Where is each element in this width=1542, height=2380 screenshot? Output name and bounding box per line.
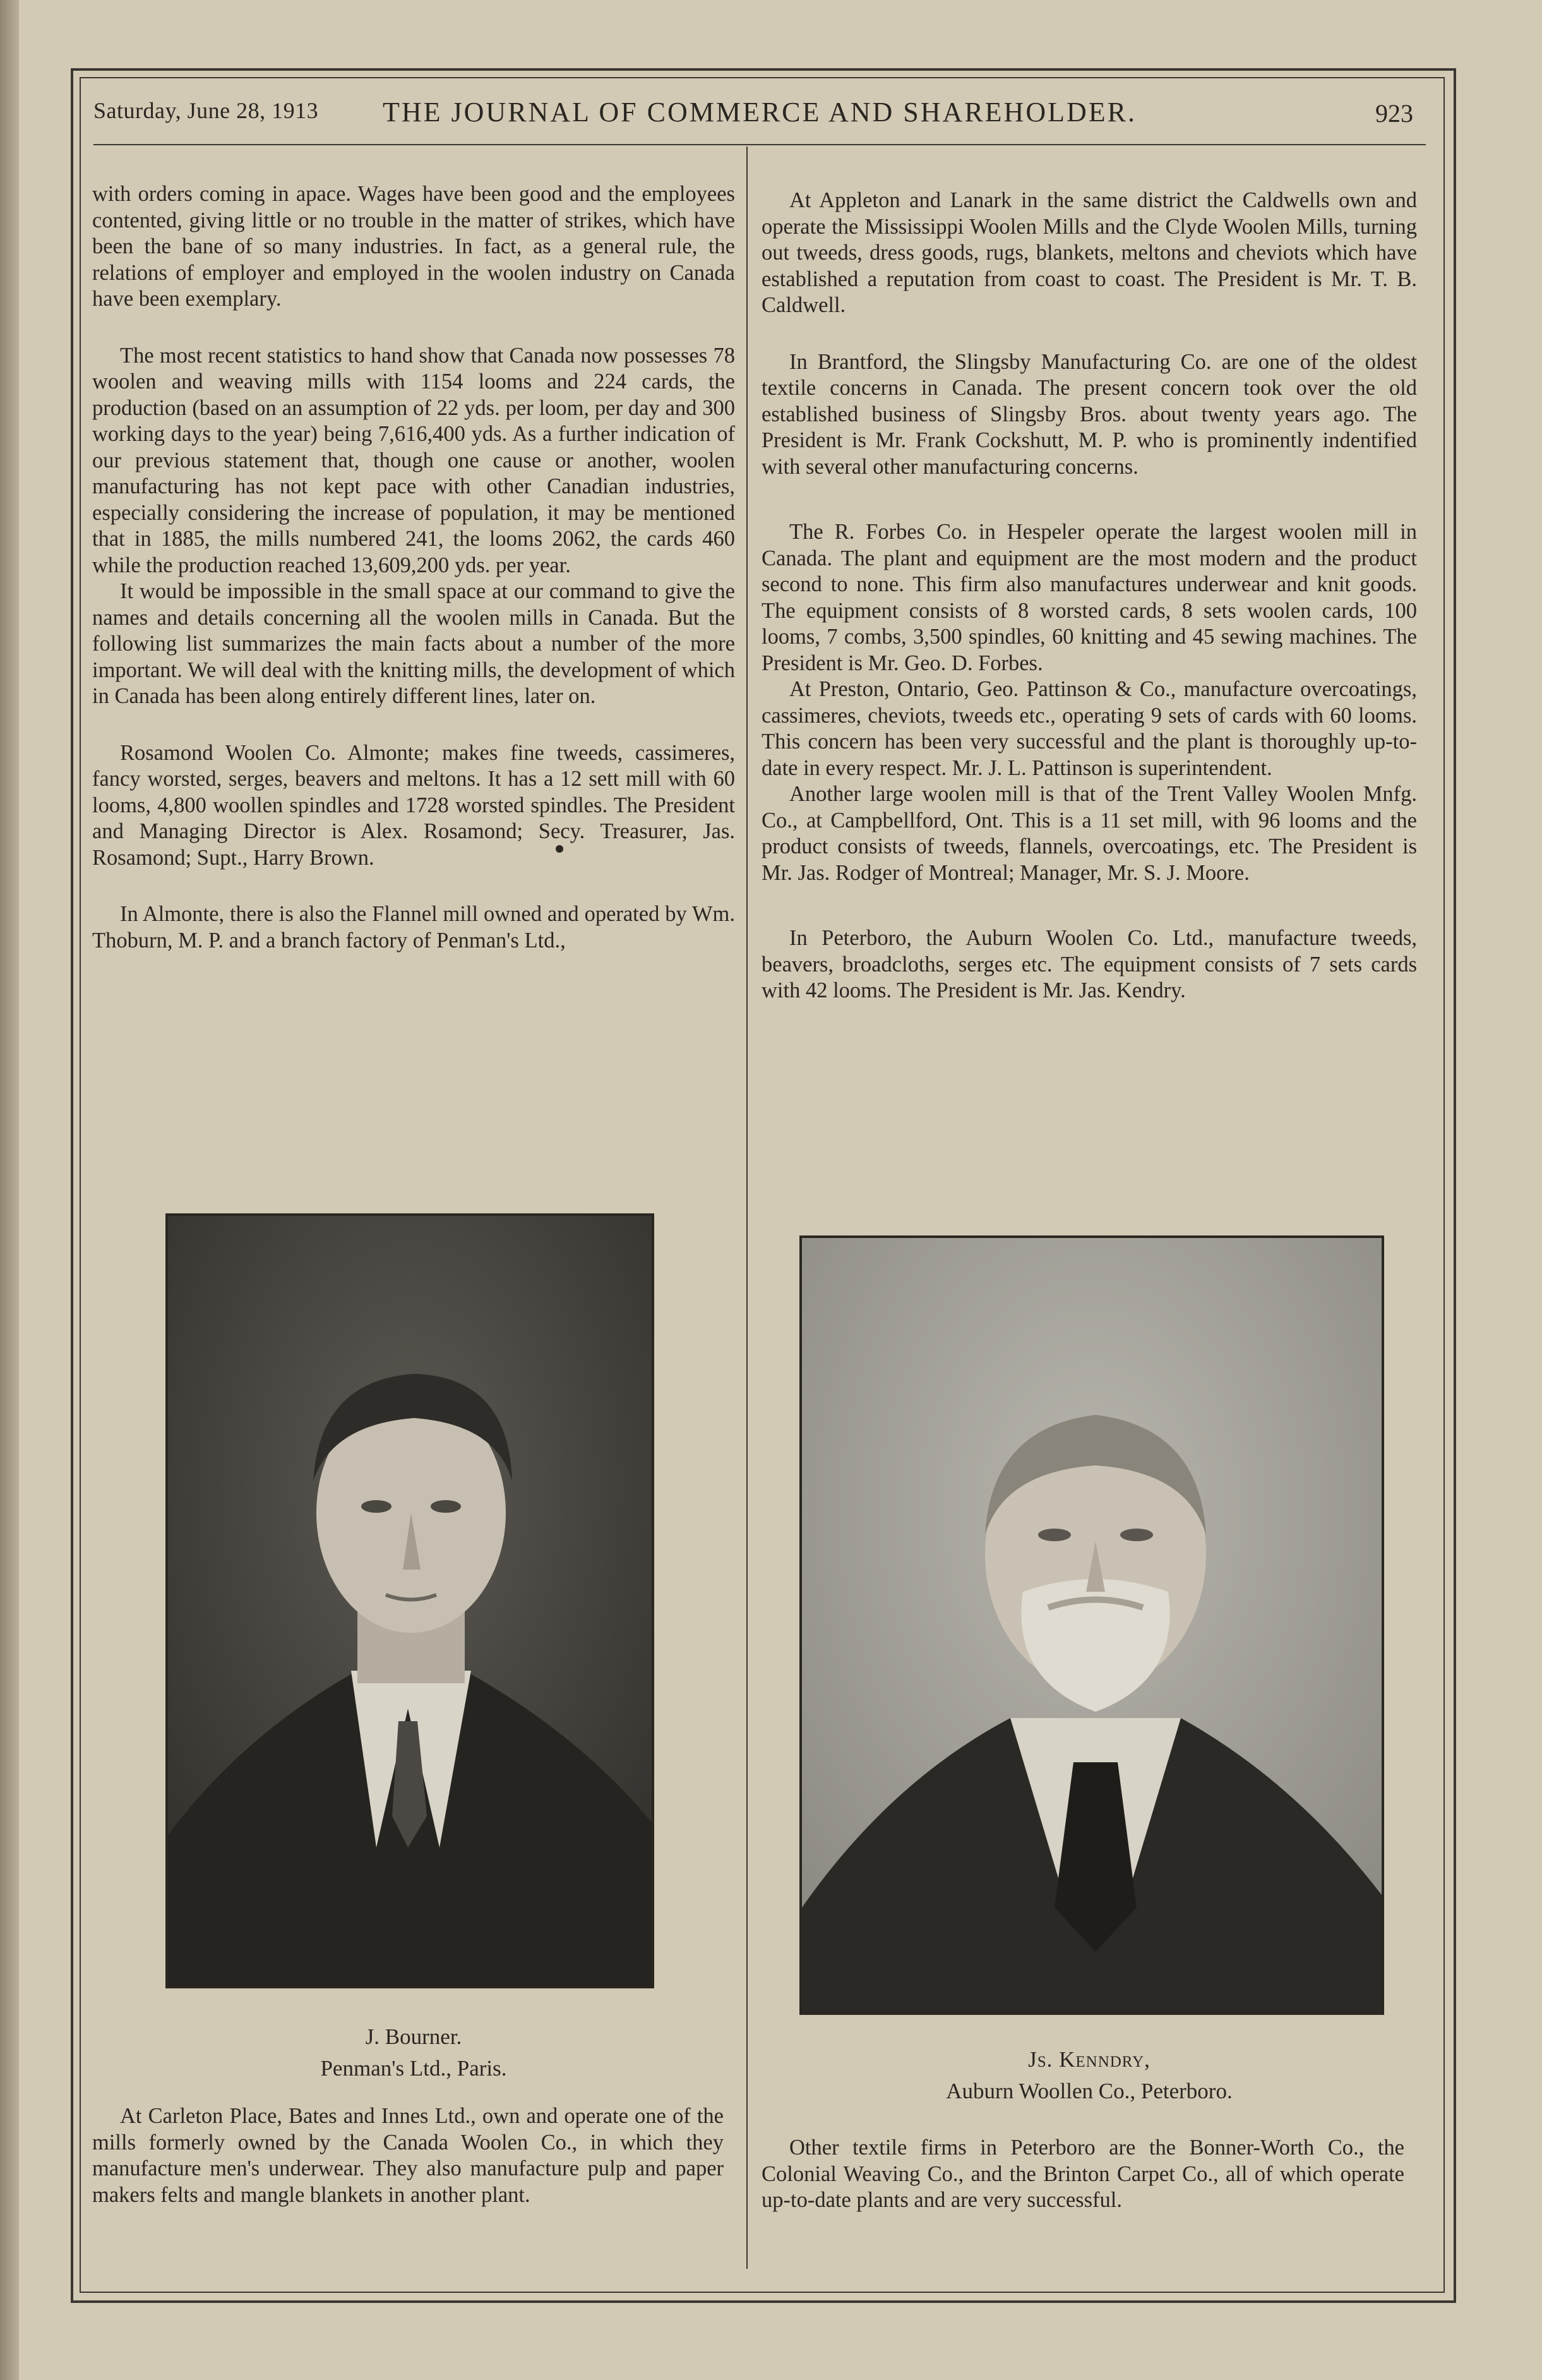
page-number: 923 xyxy=(1375,99,1413,128)
article-paragraph: Other textile firms in Peterboro are the Bonner-Worth Co., the Colonial Weaving Co., and the Brinton Carpet Co., all of which operate up-to-date plants and are very successful. xyxy=(762,2136,1404,2212)
article-paragraph: Another large woolen mill is that of the Trent Valley Woolen Mnfg. Co., at Campbellford, Ont. This is a 11 set mill, with 96 looms and the product consists of tweeds, flannels, overcoatings, etc. The President is Mr. Jas. Rodger of Montreal; Manager, Mr. S. J. Moore. xyxy=(762,782,1417,885)
article-paragraph: The R. Forbes Co. in Hespeler operate the largest woolen mill in Canada. The plant and equipment are the most modern and the product second to none. This firm also manufactures underwear and knit goods. The equipment consists of 8 worsted cards, 8 sets woolen cards, 100 looms, 7 combs, 3,500 spindles, 60 knitting and 45 sewing machines. The President is Mr. Geo. D. Forbes. xyxy=(762,520,1417,675)
portrait-photo-bourner xyxy=(165,1213,654,1988)
right-bottom-text xyxy=(762,2135,1404,2214)
photo-caption-right xyxy=(762,2044,1417,2107)
article-paragraph: In Peterboro, the Auburn Woolen Co. Ltd., manufacture tweeds, beavers, broadcloths, serges etc. The equipment consists of 7 sets cards with 42 looms. The President is Mr. Jas. Kendry. xyxy=(762,926,1417,1002)
left-bottom-text xyxy=(92,2103,724,2208)
article-paragraph: In Almonte, there is also the Flannel mill owned and operated by Wm. Thoburn, M. P. and a branch factory of Penman's Ltd., xyxy=(92,902,735,953)
portrait-bourner-image xyxy=(168,1216,652,1986)
page-header xyxy=(93,93,1426,145)
portrait-kendry-image xyxy=(802,1238,1382,2012)
column-divider xyxy=(746,147,748,2269)
article-paragraph: The most recent statistics to hand show that Canada now possesses 78 woolen and weaving mills with 1154 looms and 224 cards, the production (based on an assumption of 22 yds. per loom, per day and 300 working days to the year) being 7,616,400 yds. As a further indication of our previous statement that, though one cause or another, woolen manufacturing has not kept pace with other Canadian industries, especially considering the increase of population, it may be mentioned that in 1885, the mills numbered 241, the looms 2062, the cards 460 while the production reached 13,609,200 yds. per year. xyxy=(92,343,735,577)
publication-title: THE JOURNAL OF COMMERCE AND SHAREHOLDER. xyxy=(383,97,1137,128)
left-column xyxy=(92,181,735,954)
article-paragraph: In Brantford, the Slingsby Manufacturing Co. are one of the oldest textile concerns in Canada. The present concern took over the old established business of Slingsby Bros. about twenty years ago. The President is Mr. Frank Cockshutt, M. P. who is prominently indentified with several other manufacturing concerns. xyxy=(762,349,1417,479)
portrait-photo-kendry xyxy=(799,1235,1384,2015)
article-paragraph: with orders coming in apace. Wages have been good and the employees contented, giving little or no trouble in the matter of strikes, which have been the bane of so many industries. In fact, as a general rule, the relations of employer and employed in the woolen industry on Canada have been exemplary. xyxy=(92,182,735,311)
issue-date: Saturday, June 28, 1913 xyxy=(93,98,319,123)
article-paragraph: Rosamond Woolen Co. Almonte; makes fine tweeds, cassimeres, fancy worsted, serges, beavers and meltons. It has a 12 sett mill with 60 looms, 4,800 woollen spindles and 1728 worsted spindles. The President and Managing Director is Alex. Rosamond; Secy. Treasurer, Jas. Rosamond; Supt., Harry Brown. xyxy=(92,740,735,870)
photo-caption-left xyxy=(92,2021,735,2084)
article-paragraph: At Appleton and Lanark in the same district the Caldwells own and operate the Mississippi Woolen Mills and the Clyde Woolen Mills, turning out tweeds, dress goods, rugs, blankets, meltons and cheviots which have established a reputation from coast to coast. The President is Mr. T. B. Caldwell. xyxy=(762,188,1417,317)
caption-company: Penman's Ltd., Paris. xyxy=(320,2056,507,2081)
ornament-dot xyxy=(556,845,563,853)
article-paragraph: At Carleton Place, Bates and Innes Ltd., own and operate one of the mills formerly owned by the Canada Woolen Co., in which they manufacture men's underwear. They also manufacture pulp and paper makers felts and mangle blankets in another plant. xyxy=(92,2104,724,2207)
right-column xyxy=(762,188,1417,1004)
caption-name: J. Bourner. xyxy=(365,2024,462,2049)
caption-name: Js. Kenndry, xyxy=(1028,2047,1151,2072)
article-paragraph: It would be impossible in the small space at our command to give the names and details concerning all the woolen mills in Canada. But the following list summarizes the main facts about a number of the more important. We will deal with the knitting mills, the development of which in Canada has been along entirely different lines, later on. xyxy=(92,579,735,708)
article-paragraph: At Preston, Ontario, Geo. Pattinson & Co., manufacture overcoatings, cassimeres, cheviots, tweeds etc., operating 9 sets of cards with 60 looms. This concern has been very successful and the plant is thoroughly up-to-date in every respect. Mr. J. L. Pattinson is superintendent. xyxy=(762,677,1417,780)
caption-company: Auburn Woollen Co., Peterboro. xyxy=(946,2079,1233,2103)
